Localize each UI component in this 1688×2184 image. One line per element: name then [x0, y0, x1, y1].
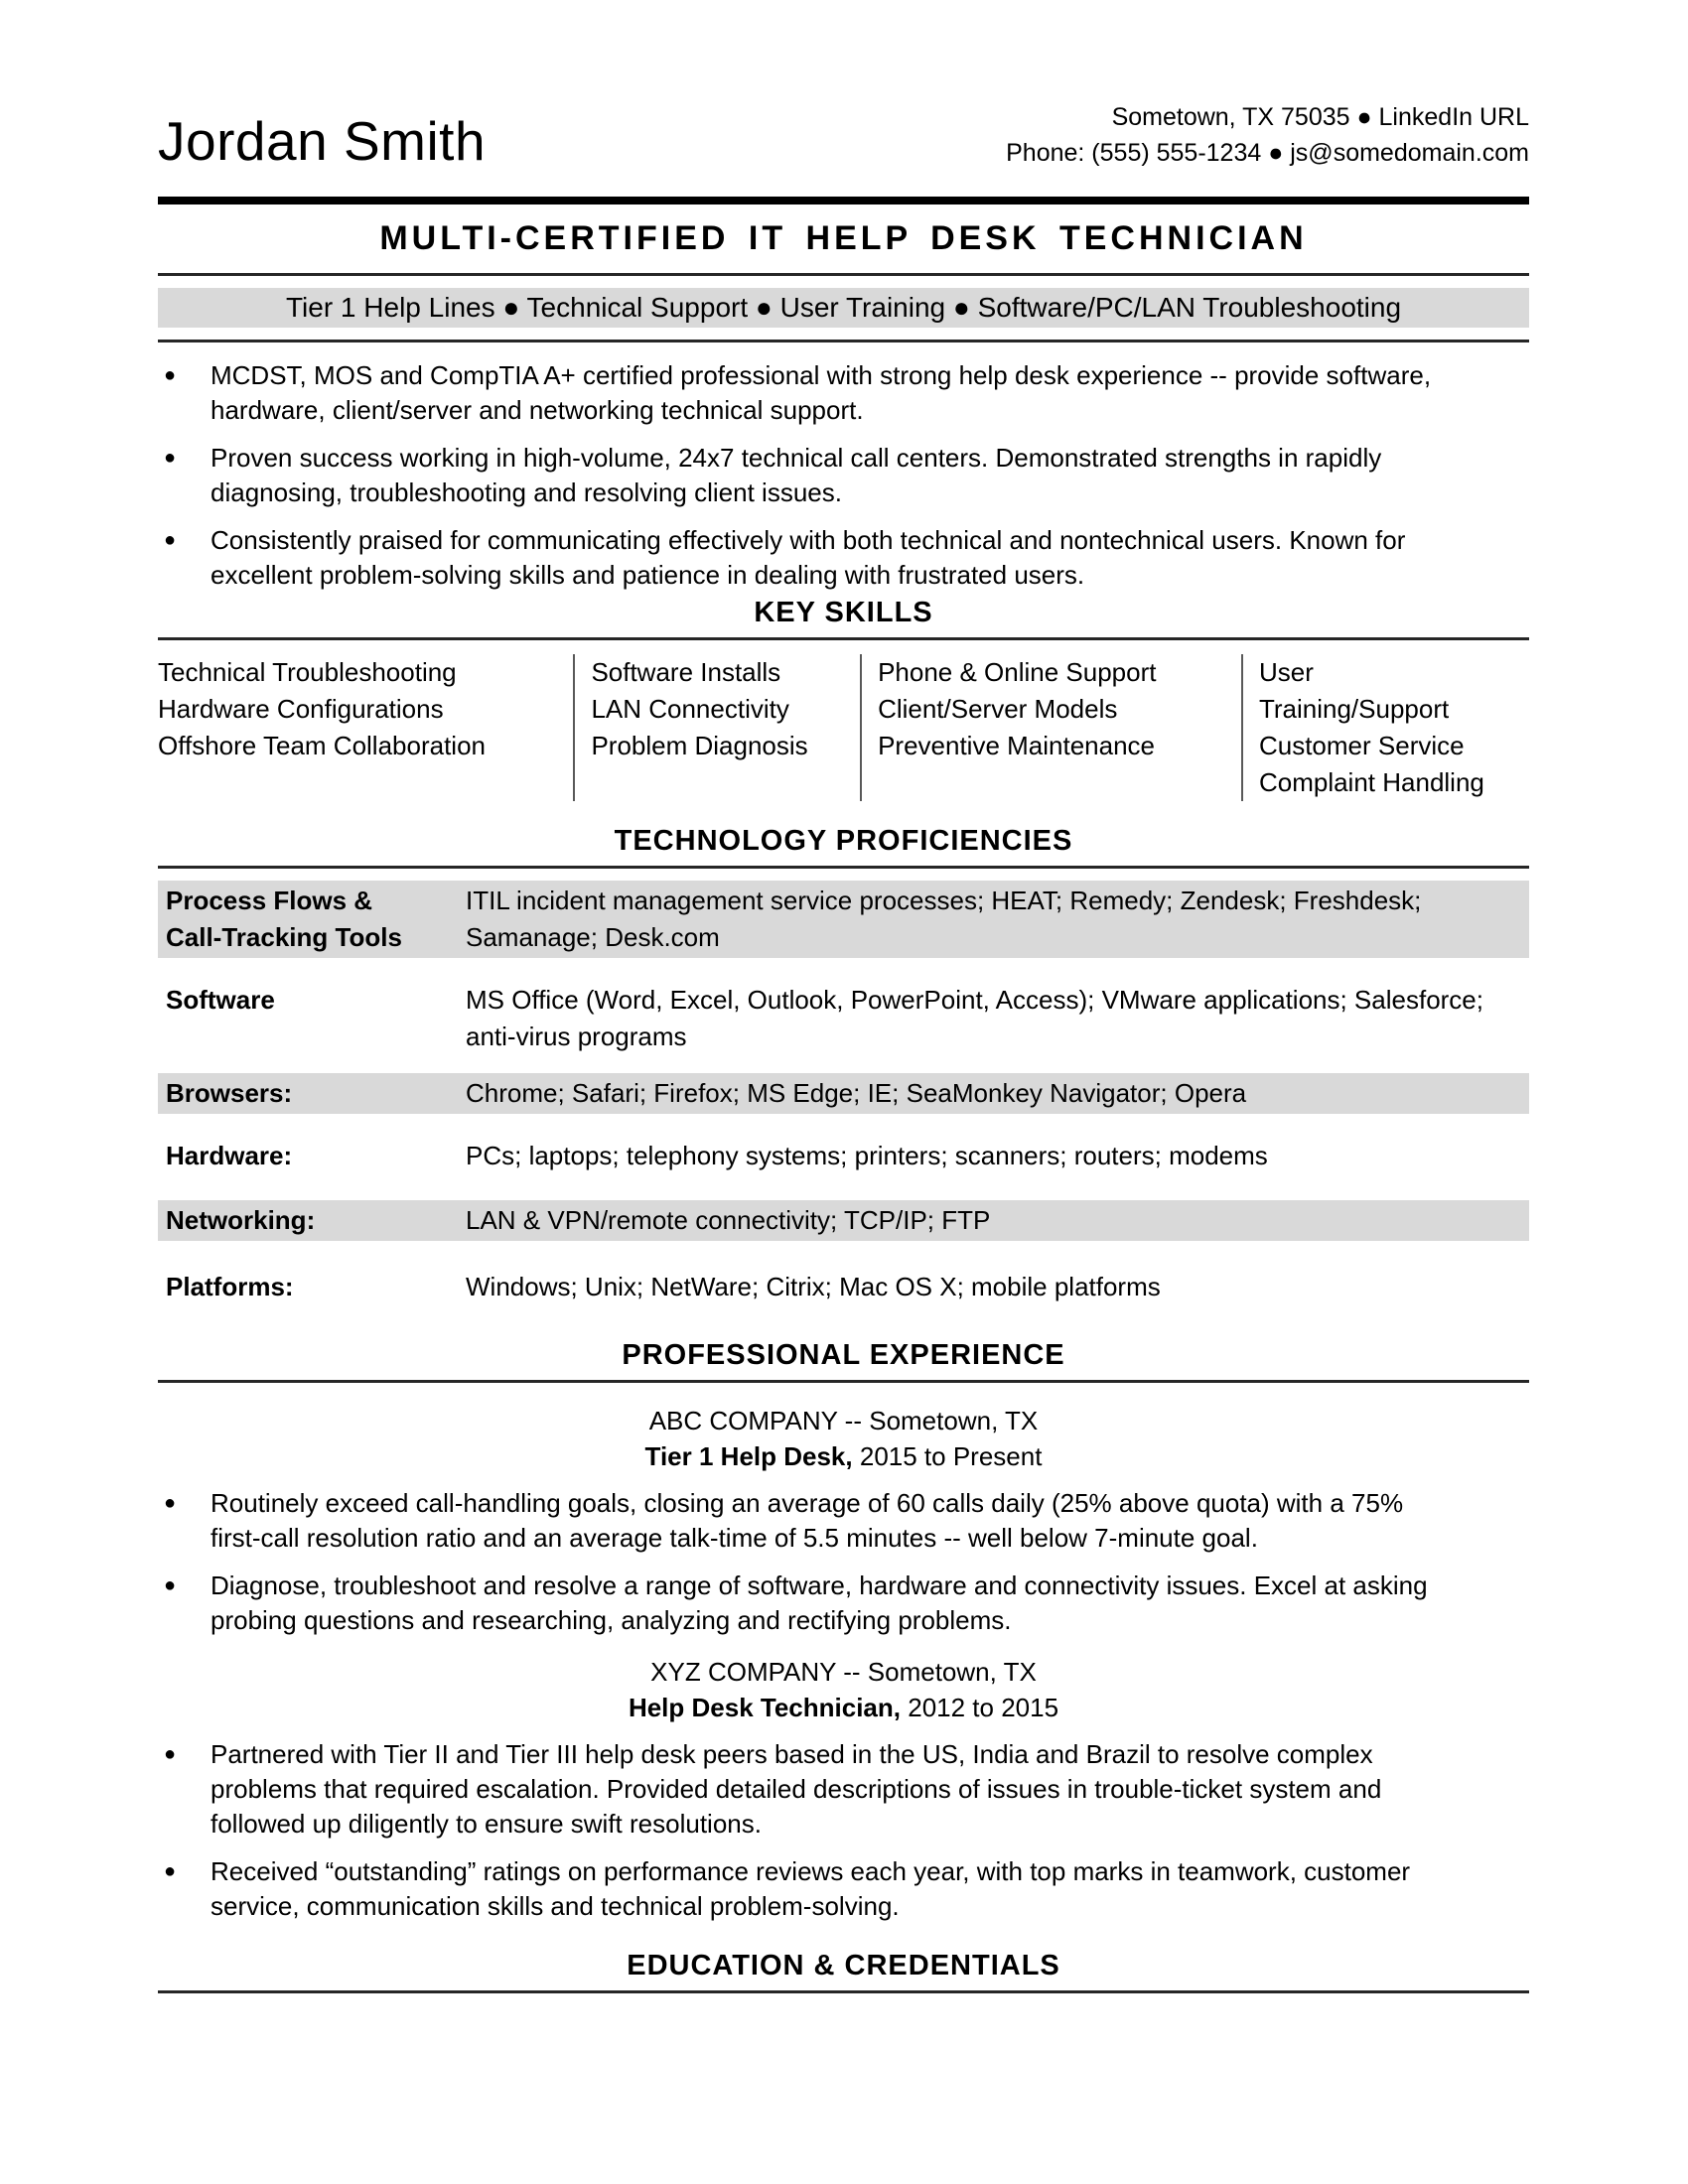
contact-block [1006, 99, 1529, 171]
tech-row-value: MS Office (Word, Excel, Outlook, PowerPoint, Access); VMware applications; Salesforce; anti-virus programs [466, 985, 1483, 1051]
skill-item: Technical Troubleshooting [158, 657, 457, 687]
skill-item: Hardware Configurations [158, 694, 444, 724]
tech-row-hardware [158, 1136, 1529, 1176]
job-dates: 2012 to 2015 [908, 1693, 1059, 1722]
job-bullet: ● Partnered with Tier II and Tier III help desk peers based in the US, India and Brazil to resolve complex problems that required escalation. Provided detailed descriptions of issues in trouble-ticket system and followed up diligently to ensure swift resolutions. [158, 1737, 1444, 1842]
tech-row-platforms [158, 1267, 1529, 1307]
skill-item: Problem Diagnosis [591, 731, 808, 760]
skills-column [158, 654, 573, 801]
resume-title: MULTI-CERTIFIED IT HELP DESK TECHNICIAN [379, 219, 1308, 257]
job-bullet: ● Received “outstanding” ratings on performance reviews each year, with top marks in teamwork, customer service, communication skills and technical problem-solving. [158, 1854, 1444, 1924]
job-bullet-list [158, 1486, 1529, 1638]
tech-row-value: PCs; laptops; telephony systems; printers; scanners; routers; modems [466, 1141, 1268, 1170]
job-block-xyz-company [158, 1654, 1529, 1924]
section-rule-key-skills [158, 637, 1529, 640]
header [158, 99, 1529, 171]
tech-row-value: Chrome; Safari; Firefox; MS Edge; IE; SeaMonkey Navigator; Opera [466, 1078, 1247, 1108]
tech-row-label: Software [166, 985, 275, 1015]
skill-item: Client/Server Models [878, 694, 1118, 724]
rule-above-highlight [158, 273, 1529, 276]
skills-column [1241, 654, 1529, 801]
tech-row-networking [158, 1200, 1529, 1241]
section-rule-technology [158, 866, 1529, 869]
rule-below-highlight [158, 340, 1529, 342]
section-heading-technology: TECHNOLOGY PROFICIENCIES [614, 825, 1073, 857]
candidate-name: Jordan Smith [158, 110, 487, 172]
summary-item: ● MCDST, MOS and CompTIA A+ certified professional with strong help desk experience -- provide software, hardware, client/server and networking technical support. [158, 358, 1444, 428]
contact-line-location: Sometown, TX 75035 ● LinkedIn URL [1111, 103, 1529, 131]
contact-line-phone-email: Phone: (555) 555-1234 ● js@somedomain.com [1006, 139, 1529, 167]
tech-row-label: Platforms: [166, 1272, 294, 1301]
summary-item: ● Consistently praised for communicating effectively with both technical and nontechnical users. Known for excellent problem-solving skills and patience in dealing with frustrated users. [158, 523, 1444, 593]
skill-item: Offshore Team Collaboration [158, 731, 487, 760]
tech-row-software [158, 980, 1529, 1057]
tech-row-label: Networking: [166, 1205, 316, 1235]
header-divider-rule [158, 197, 1529, 205]
section-rule-experience [158, 1380, 1529, 1383]
job-block-abc-company [158, 1403, 1529, 1638]
skill-item: Software Installs [591, 657, 781, 687]
skill-item: LAN Connectivity [591, 694, 789, 724]
job-title-line [158, 1690, 1529, 1725]
skill-item: Complaint Handling [1258, 767, 1484, 797]
skill-item: User Training/Support [1258, 657, 1450, 724]
job-title: Help Desk Technician, [628, 1693, 901, 1722]
summary-list [158, 358, 1529, 593]
tech-row-value: LAN & VPN/remote connectivity; TCP/IP; FTP [466, 1205, 991, 1235]
key-skills-grid [158, 654, 1529, 801]
job-title-line [158, 1438, 1529, 1474]
skill-item: Customer Service [1258, 731, 1465, 760]
skills-column [860, 654, 1241, 801]
summary-item: ● Proven success working in high-volume, 24x7 technical call centers. Demonstrated strengths in rapidly diagnosing, troubleshooting and resolving client issues. [158, 441, 1444, 510]
job-bullet: ● Diagnose, troubleshoot and resolve a range of software, hardware and connectivity issues. Excel at asking probing questions and researching, analyzing and rectifying problems. [158, 1569, 1444, 1638]
section-heading-education: EDUCATION & CREDENTIALS [627, 1950, 1060, 1981]
skills-column [573, 654, 860, 801]
technology-table [158, 881, 1529, 1307]
skill-item: Phone & Online Support [878, 657, 1157, 687]
job-title: Tier 1 Help Desk, [644, 1441, 853, 1471]
job-company-line: ABC COMPANY -- Sometown, TX [648, 1406, 1039, 1435]
tech-row-label: Browsers: [166, 1078, 293, 1108]
tech-row-value: ITIL incident management service processes; HEAT; Remedy; Zendesk; Freshdesk; Samanage; Desk.com [466, 886, 1422, 952]
section-rule-education [158, 1990, 1529, 1993]
tech-row-value: Windows; Unix; NetWare; Citrix; Mac OS X; mobile platforms [466, 1272, 1161, 1301]
tech-row-process-flows [158, 881, 1529, 958]
job-dates: 2015 to Present [859, 1441, 1043, 1471]
job-bullet: ● Routinely exceed call-handling goals, closing an average of 60 calls daily (25% above quota) with a 75% first-call resolution ratio and an average talk-time of 5.5 minutes -- well below 7-minute goal. [158, 1486, 1444, 1556]
specialty-highlight-bar: Tier 1 Help Lines ● Technical Support ● User Training ● Software/PC/LAN Troubleshooting [158, 288, 1529, 328]
section-heading-experience: PROFESSIONAL EXPERIENCE [622, 1339, 1065, 1371]
job-bullet-list [158, 1737, 1529, 1924]
tech-row-label: Process Flows & Call-Tracking Tools [166, 886, 402, 952]
tech-row-label: Hardware: [166, 1141, 293, 1170]
tech-row-browsers [158, 1073, 1529, 1114]
section-heading-key-skills: KEY SKILLS [754, 597, 933, 628]
skill-item: Preventive Maintenance [878, 731, 1156, 760]
job-company-line: XYZ COMPANY -- Sometown, TX [650, 1657, 1037, 1687]
